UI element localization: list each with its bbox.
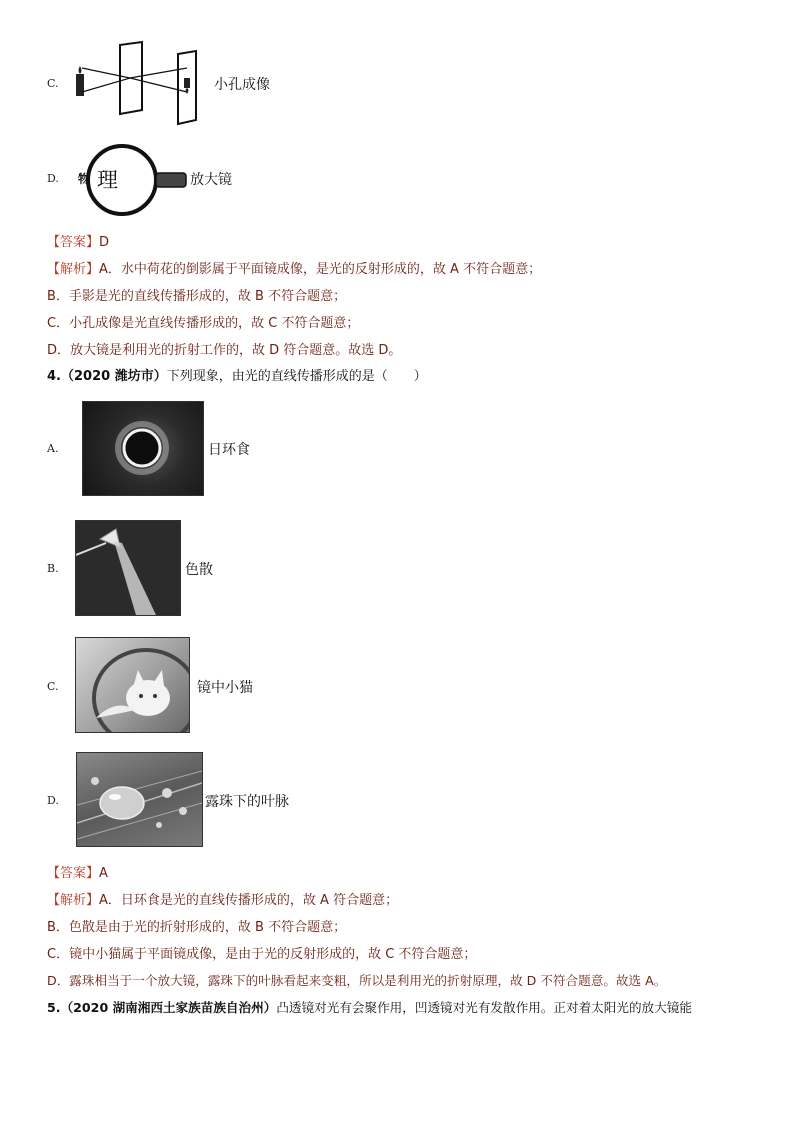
analysis-text: A．水中荷花的倒影属于平面镜成像，是光的反射形成的，故 A 不符合题意；: [99, 262, 542, 277]
q3-analysis-line-3: C．小孔成像是光直线传播形成的，故 C 不符合题意；: [47, 316, 360, 331]
question-number: 4.: [47, 369, 61, 384]
q4-option-caption-a: 日环食: [208, 442, 250, 458]
annular-eclipse-photo: [82, 401, 204, 496]
question-text: 凸透镜对光有会聚作用，凹透镜对光有发散作用。正对着太阳光的放大镜能: [276, 1000, 692, 1015]
question-source: （2020 湖南湘西土家族苗族自治州）: [60, 1000, 277, 1015]
q3-analysis-line-1: [47, 258, 541, 277]
q4-option-letter-a: A.: [47, 442, 59, 455]
q4-option-caption-d: 露珠下的叶脉: [205, 794, 289, 810]
q4-analysis-line-4: D．露珠相当于一个放大镜，露珠下的叶脉看起来变粗，所以是利用光的折射原理，故 D 不符合题意。故选 A。: [47, 973, 667, 988]
question-source: （2020 潍坊市）: [60, 369, 167, 384]
answer-value: D: [99, 235, 110, 250]
q4-option-letter-c: C.: [47, 680, 59, 693]
option-caption-d: 放大镜: [190, 172, 232, 188]
q4-option-letter-d: D.: [47, 794, 59, 807]
question-number: 5.: [47, 1000, 61, 1015]
answer-value: A: [99, 866, 108, 881]
option-letter-c: C.: [47, 77, 59, 90]
analysis-text: A．日环食是光的直线传播形成的，故 A 符合题意；: [99, 893, 399, 908]
answer-label: 【答案】: [47, 866, 100, 881]
option-caption-c: 小孔成像: [214, 77, 270, 93]
question-text: 下列现象，由光的直线传播形成的是（ ）: [166, 369, 427, 384]
q4-analysis-line-1: [47, 889, 398, 908]
dewdrop-leaf-photo: [76, 752, 203, 847]
q4-option-caption-c: 镜中小猫: [197, 680, 253, 696]
q4-answer-line: [47, 862, 108, 881]
q3-answer-line: [47, 231, 109, 250]
option-letter-d: D.: [47, 172, 59, 185]
q4-analysis-line-3: C．镜中小猫属于平面镜成像，是由于光的反射形成的，故 C 不符合题意；: [47, 947, 477, 962]
q4-stem: [47, 365, 427, 384]
analysis-label: 【解析】: [47, 262, 100, 277]
dispersion-photo: [75, 520, 181, 616]
magnifier-text-small: 物: [78, 172, 91, 186]
cat-mirror-photo: [75, 637, 190, 733]
answer-label: 【答案】: [47, 235, 100, 250]
q5-stem: [47, 997, 692, 1016]
magnifier-text-big: 理: [97, 168, 118, 192]
pinhole-imaging-figure: [70, 40, 210, 130]
q3-analysis-line-2: B．手影是光的直线传播形成的，故 B 不符合题意；: [47, 289, 347, 304]
analysis-label: 【解析】: [47, 893, 100, 908]
q4-analysis-line-2: B．色散是由于光的折射形成的，故 B 不符合题意；: [47, 920, 347, 935]
q4-option-letter-b: B.: [47, 562, 59, 575]
q3-analysis-line-4: D．放大镜是利用光的折射工作的，故 D 符合题意。故选 D。: [47, 343, 402, 358]
q4-option-caption-b: 色散: [185, 562, 213, 578]
